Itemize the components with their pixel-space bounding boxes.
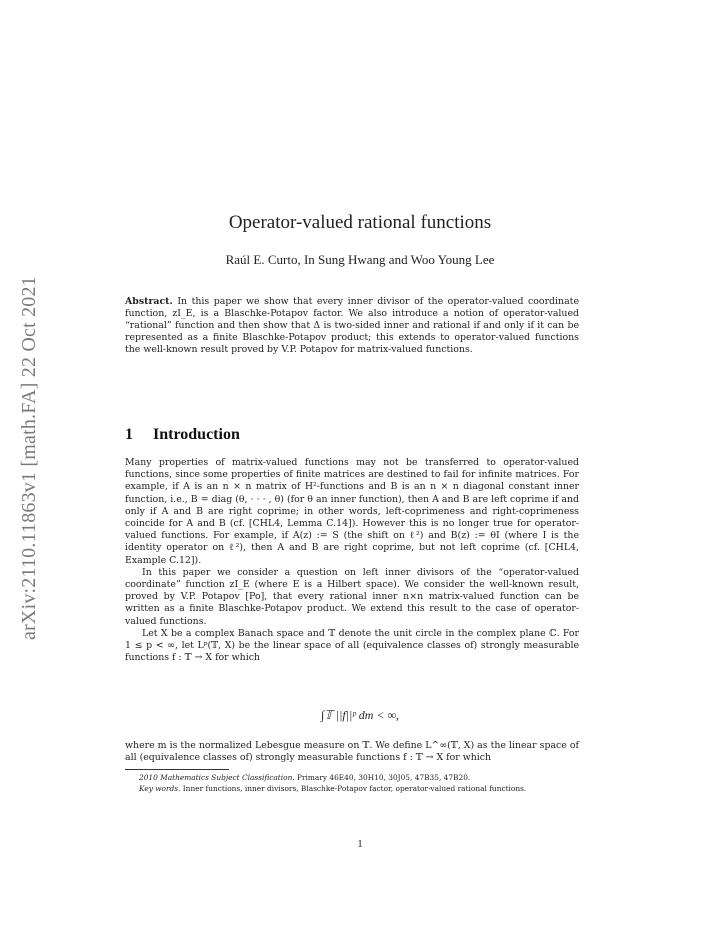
introduction-body — [125, 457, 579, 664]
abstract-text: In this paper we show that every inner divisor of the operator-valued coordinate function, zI_E, is a Blaschke-Potapov factor. We also introduce a notion of operator-valued “rational” function and then show that Δ is two-sided inner and rational if and only if it can be represented as a finite Blaschke-Potapov product; this extends to operator-valued functions the well-known result proved by V.P. Potapov for matrix-valued functions. — [125, 296, 579, 356]
paragraph-3: Let X be a complex Banach space and 𝕋 denote the unit circle in the complex plane ℂ. For 1 ≤ p < ∞, let Lᵖ(𝕋, X) be the linear space of all (equivalence classes of) strongly measurable functions f : 𝕋 → X for which — [125, 627, 579, 664]
post-equation-body — [125, 740, 579, 764]
msc-label: 2010 Mathematics Subject Classification. — [139, 773, 295, 782]
arxiv-identifier: arXiv:2110.11863v1 [math.FA] 22 Oct 2021 — [18, 276, 40, 640]
paper-authors: Raúl E. Curto, In Sung Hwang and Woo Young Lee — [225, 252, 495, 267]
paragraph-4: where m is the normalized Lebesgue measure on 𝕋. We define L^∞(𝕋, X) as the linear space of all (equivalence classes of) strongly measurable functions f : 𝕋 → X for which — [125, 740, 579, 764]
keywords-label: Key words. — [139, 784, 181, 793]
footnote-rule — [125, 769, 229, 770]
section-number: 1 — [125, 426, 133, 443]
section-heading — [125, 426, 579, 444]
abstract — [125, 296, 579, 356]
page-number: 1 — [357, 838, 363, 850]
footnote-keywords — [125, 783, 579, 794]
paragraph-1: Many properties of matrix-valued functions may not be transferred to operator-valued functions, since some properties of finite matrices are destined to fail for infinite matrices. For example, if A is an n × n matrix of H²-functions and B is an n × n diagonal constant inner function, i.e., B = diag (θ, · · · , θ) (for θ an inner function), then A and B are left coprime if and only if A and B are right coprime; in other words, left-coprimeness and right-coprimeness coincide for A and B (cf. [CHL4, Lemma C.14]). However this is no longer true for operator-valued functions. For example, if A(z) := S (the shift on ℓ²) and B(z) := θI (where I is the identity operator on ℓ²), then A and B are right coprime, but not left coprime (cf. [CHL4, Example C.12]). — [125, 457, 579, 566]
section-title: Introduction — [153, 426, 240, 443]
abstract-label: Abstract. — [125, 296, 173, 307]
footnotes — [125, 772, 579, 794]
display-equation: ∫𝕋 ||f||ᵖ dm < ∞, — [320, 708, 400, 722]
paragraph-2: In this paper we consider a question on left inner divisors of the “operator-valued coordinate” function zI_E (where E is a Hilbert space). We consider the well-known result, proved by V.P. Potapov [Po], that every rational inner n×n matrix-valued function can be written as a finite Blaschke-Potapov product. We extend this result to the case of operator-valued functions. — [125, 566, 579, 627]
msc-text: Primary 46E40, 30H10, 30J05, 47B35, 47B20. — [297, 773, 471, 782]
paper-title: Operator-valued rational functions — [228, 212, 492, 233]
footnote-msc — [125, 772, 579, 783]
keywords-text: Inner functions, inner divisors, Blaschke-Potapov factor, operator-valued rational functions. — [182, 784, 527, 793]
